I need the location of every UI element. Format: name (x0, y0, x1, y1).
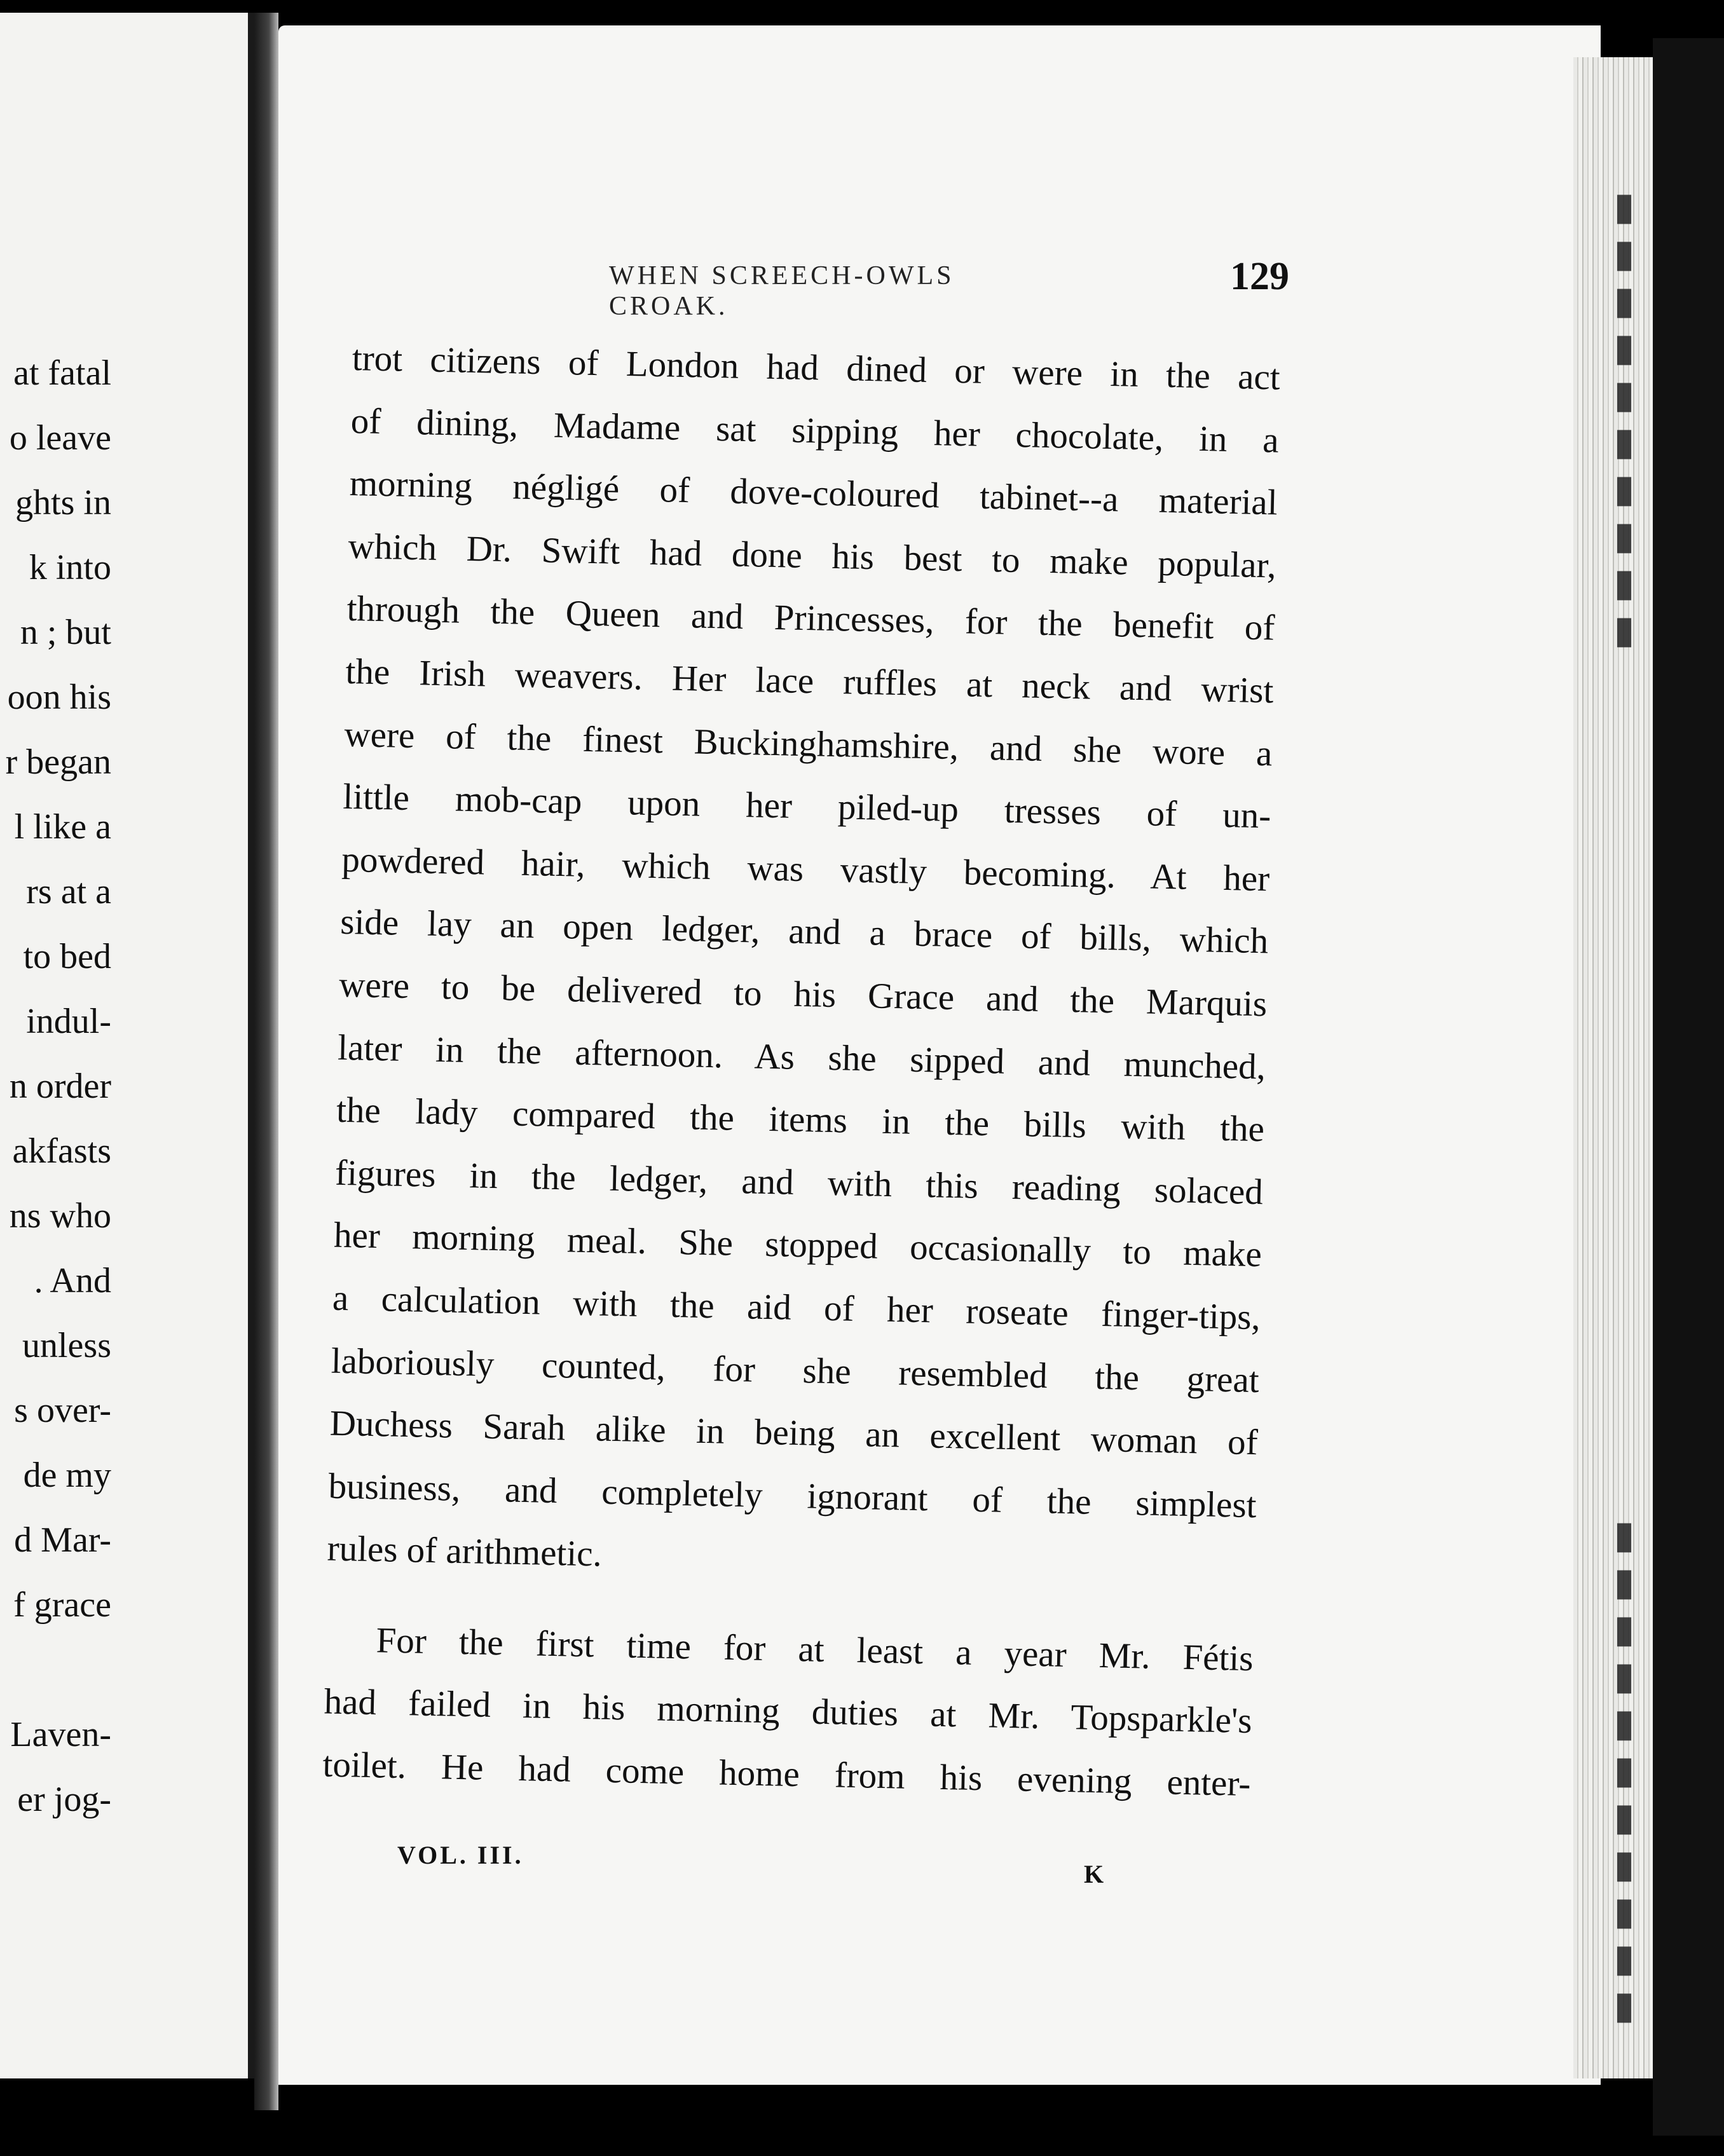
text-line: had failed in his morning duties at Mr. Topsparkle's (324, 1682, 1253, 1742)
left-page-line: n ; but (20, 613, 111, 652)
left-page-line: f grace (13, 1585, 111, 1625)
text-line: For the first time for at least a year Mr. Fétis (376, 1620, 1254, 1679)
page-edges (1573, 57, 1656, 2078)
left-page-line: l like a (14, 807, 111, 847)
text-line: side lay an open ledger, and a brace of bills, which (339, 902, 1269, 962)
text-line: toilet. He had come home from his evening enter- (322, 1744, 1251, 1805)
left-page-line: s over- (14, 1391, 111, 1430)
text-line: rules of arithmetic. (327, 1528, 603, 1574)
left-page-line: akfasts (12, 1131, 111, 1171)
text-line: through the Queen and Princesses, for the benefit of (346, 589, 1276, 648)
text-line: later in the afternoon. As she sipped and munched, (337, 1027, 1266, 1087)
volume-marker: VOL. III. (397, 1841, 524, 1869)
text-line: the lady compared the items in the bills with the (336, 1089, 1265, 1150)
left-page-line: rs at a (26, 872, 111, 911)
edge-mark-bottom: ▮▮▮▮▮▮▮▮▮▮▮ (1602, 1513, 1646, 2030)
page-number: 129 (1230, 255, 1289, 298)
text-line: Duchess Sarah alike in being an excellent woman of (329, 1403, 1259, 1463)
background-edge (1653, 38, 1724, 2136)
running-head: WHEN SCREECH-OWLS CROAK. (609, 261, 955, 321)
text-line: laboriously counted, for she resembled the great (331, 1341, 1260, 1400)
left-page-line: indul- (26, 1002, 111, 1041)
left-page-line: oon his (7, 678, 111, 717)
left-page-line: ns who (9, 1196, 111, 1236)
text-line: powdered hair, which was vastly becoming. At her (341, 839, 1270, 899)
text-line: little mob-cap upon her piled-up tresses of un- (342, 777, 1271, 836)
text-line: were of the finest Buckinghamshire, and she wore a (343, 714, 1273, 774)
text-line: business, and completely ignorant of the simplest (328, 1466, 1257, 1525)
text-line: the Irish weavers. Her lace ruffles at neck and wrist (345, 651, 1274, 711)
text-line: which Dr. Swift had done his best to make popular, (348, 526, 1277, 586)
left-page-line: at fatal (13, 353, 111, 393)
left-page-line: . And (34, 1261, 111, 1300)
text-line: morning négligé of dove-coloured tabinet--a material (349, 463, 1278, 523)
left-page-line: er jog- (17, 1780, 111, 1819)
text-line: of dining, Madame sat sipping her chocolate, in a (350, 400, 1280, 461)
left-page-line: Laven- (10, 1715, 111, 1754)
left-page-line: k into (29, 548, 111, 587)
text-line: were to be delivered to his Grace and the Marquis (338, 964, 1268, 1025)
edge-mark-top: ▮▮▮▮▮▮▮▮▮▮ (1602, 184, 1646, 655)
left-page-line: d Mar- (14, 1520, 111, 1560)
left-page-line: o leave (9, 418, 111, 458)
left-page-line: to bed (23, 937, 111, 976)
text-line: a calculation with the aid of her roseate finger-tips, (332, 1278, 1261, 1338)
left-page-fragment (0, 13, 254, 2078)
book-gutter (254, 13, 278, 2110)
left-page-line: de my (23, 1456, 111, 1495)
left-page-line: ghts in (15, 483, 111, 522)
left-page-line: r began (5, 742, 111, 782)
text-line: trot citizens of London had dined or were in the act (352, 338, 1281, 398)
text-line: her morning meal. She stopped occasionally to make (333, 1215, 1262, 1275)
left-page-line: unless (22, 1326, 111, 1365)
left-page-line: n order (9, 1067, 111, 1106)
text-line: figures in the ledger, and with this reading solaced (334, 1152, 1264, 1212)
body-text (322, 327, 1281, 1816)
signature-mark: K (1084, 1860, 1104, 1888)
